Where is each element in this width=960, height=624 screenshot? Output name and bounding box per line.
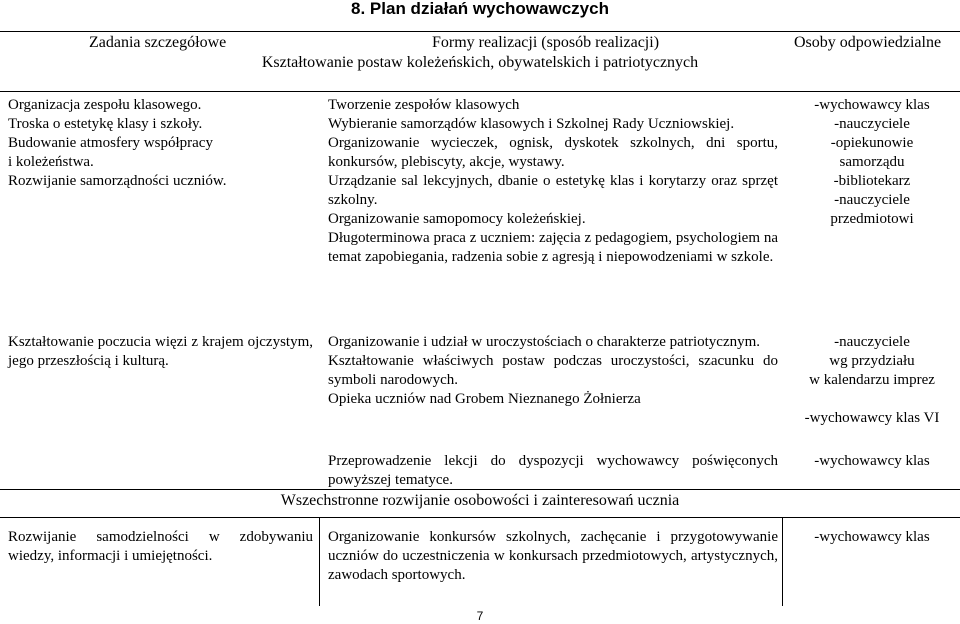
form-text: Organizowanie wycieczek, ognisk, dyskotek szkolnych, dni sportu, konkursów, plebiscyty, akcje, wystawy. <box>328 135 778 170</box>
table-top-border <box>0 31 960 32</box>
person-text: -bibliotekarz <box>833 173 911 189</box>
person-text: -nauczyciele <box>834 334 910 350</box>
form-text: Tworzenie zespołów klasowych <box>328 97 520 113</box>
table-row-divider <box>0 91 960 92</box>
person-text: -wychowawcy klas <box>814 97 930 113</box>
table-row-divider <box>0 517 960 518</box>
task-text: Organizacja zespołu klasowego. <box>8 97 202 113</box>
form-text: Wybieranie samorządów klasowych i Szkolnej Rady Uczniowskiej. <box>328 116 735 132</box>
form-text: Organizowanie i udział w uroczystościach o charakterze patriotycznym. <box>328 334 761 350</box>
page-title: 8. Plan działań wychowawczych <box>351 0 609 18</box>
form-text: Urządzanie sal lekcyjnych, dbanie o estetykę klas i korytarzy oraz sprzęt szkolny. <box>328 173 778 208</box>
person-text: -wychowawcy klas <box>814 453 930 469</box>
table-row-persons <box>786 528 958 547</box>
person-text: -nauczyciele <box>834 192 910 208</box>
header-forms: Formy realizacji (sposób realizacji) <box>432 34 660 51</box>
form-text: Organizowanie samopomocy koleżeńskiej. <box>328 211 586 227</box>
person-text: -opiekunowie <box>830 135 914 151</box>
person-text: samorządu <box>839 154 905 170</box>
table-row-forms <box>328 96 778 267</box>
task-text: Budowanie atmosfery współpracy <box>8 135 213 151</box>
table-row-forms <box>328 452 778 490</box>
table-row-tasks <box>8 96 313 191</box>
section-heading: Kształtowanie postaw koleżeńskich, obywatelskich i patriotycznych <box>261 54 699 71</box>
table-row-persons <box>786 96 958 229</box>
task-text: Rozwijanie samodzielności w zdobywaniu wiedzy, informacji i umiejętności. <box>8 529 313 564</box>
column-divider <box>782 517 783 606</box>
form-text: Kształtowanie właściwych postaw podczas uroczystości, szacunku do symboli narodowych. <box>328 353 778 388</box>
column-divider <box>319 517 320 606</box>
form-text: Organizowanie konkursów szkolnych, zachęcanie i przygotowywanie uczniów do uczestniczenia w konkursach przedmiotowych, artystycznych, zawodach sportowych. <box>328 529 778 583</box>
task-text: Troska o estetykę klasy i szkoły. <box>8 116 203 132</box>
form-text: Opieka uczniów nad Grobem Nieznanego Żołnierza <box>328 391 641 407</box>
task-text: i koleżeństwa. <box>8 154 94 170</box>
task-text: Kształtowanie poczucia więzi z krajem ojczystym, jego przeszłością i kulturą. <box>8 334 313 369</box>
header-tasks: Zadania szczegółowe <box>89 34 227 51</box>
person-text: -wychowawcy klas <box>814 529 930 545</box>
form-text: Przeprowadzenie lekcji do dyspozycji wychowawcy poświęconych powyższej tematyce. <box>328 453 778 488</box>
person-text: -wychowawcy klas VI <box>804 410 940 426</box>
page-number: 7 <box>476 609 484 623</box>
task-text: Rozwijanie samorządności uczniów. <box>8 173 227 189</box>
person-text: przedmiotowi <box>830 211 914 227</box>
section-heading: Wszechstronne rozwijanie osobowości i zainteresowań ucznia <box>280 492 680 509</box>
person-text: wg przydziału <box>829 353 915 369</box>
table-row-forms <box>328 333 778 409</box>
person-text: w kalendarzu imprez <box>809 372 935 388</box>
header-persons: Osoby odpowiedzialne <box>794 34 942 51</box>
person-text: -nauczyciele <box>834 116 910 132</box>
table-row-persons <box>786 452 958 471</box>
table-row-tasks <box>8 333 313 371</box>
table-row-forms <box>328 528 778 585</box>
form-text: Długoterminowa praca z uczniem: zajęcia z pedagogiem, psychologiem na temat zapobiegania, radzenia sobie z agresją i niepowodzeniami w szkole. <box>328 230 778 265</box>
table-row-tasks <box>8 528 313 566</box>
table-row-persons <box>786 333 958 428</box>
